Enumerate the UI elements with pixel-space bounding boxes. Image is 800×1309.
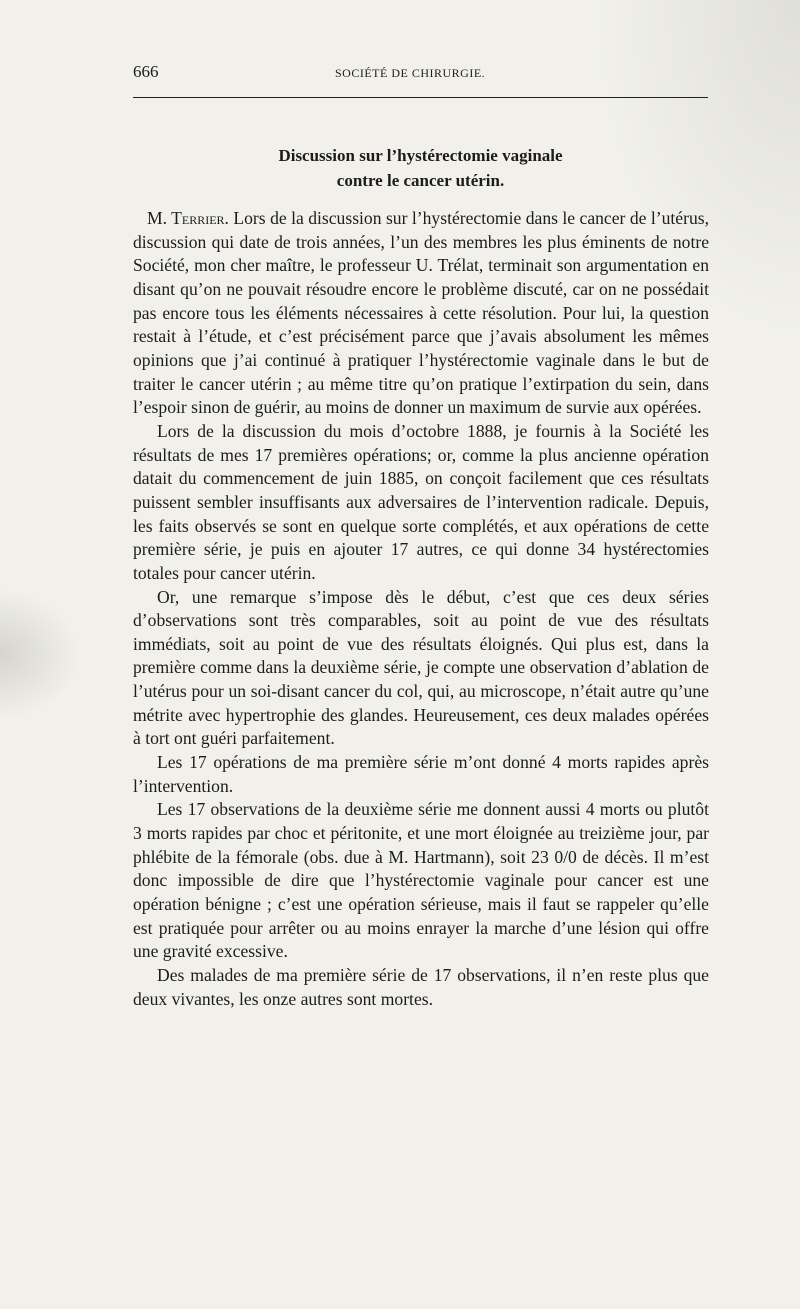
page-number: 666 [133,62,159,81]
paragraph-1-text: Lors de la discussion sur l’hystérectomie dans le cancer de l’utérus, discussion qui date de trois années, l’un des membres les plus éminents de notre Société, mon cher maître, le professeur U. Trélat, terminait son argumentation en disant qu’on ne pouvait résoudre encore le problème discuté, car on ne possédait pas encore tous les éléments nécessaires à cette résolution. Pour lui, la question restait à l’étude, et c’est précisément parce que j’avais absolument les mêmes opinions que j’ai continué à pratiquer l’hystérectomie vaginale dans le but de traiter le cancer utérin ; au même titre qu’on pratique l’extirpation du sein, dans l’espoir sinon de guérir, au moins de donner un maximum de survie aux opérées. [133,208,710,418]
section-title-line-1: Discussion sur l’hystérectomie vaginale [278,146,563,165]
section-title [133,143,708,193]
section-title-line-2: contre le cancer utérin. [336,171,505,190]
paragraph-4: Les 17 opérations de ma première série m’ont donné 4 morts rapides après l’intervention. [133,752,709,796]
speaker-name: M. Terrier. [147,208,229,228]
paragraph-1 [133,207,709,420]
body-text [133,207,709,1011]
paragraph-3: Or, une remarque s’impose dès le début, c’est que ces deux séries d’observations sont très comparables, soit au point de vue des résultats immédiats, soit au point de vue des résultats éloignés. Qui plus est, dans la première comme dans la deuxième série, je compte une observation d’ablation de l’utérus pour un soi-disant cancer du col, qui, au microscope, n’était autre qu’une métrite avec hypertrophie des glandes. Heureusement, ces deux malades opérées à tort ont guéri parfaitement. [133,586,709,749]
paragraph-6: Des malades de ma première série de 17 observations, il n’en reste plus que deux vivantes, les onze autres sont mortes. [133,965,709,1009]
paragraph-5: Les 17 observations de la deuxième série me donnent aussi 4 morts ou plutôt 3 morts rapides par choc et péritonite, et une mort éloignée au treizième jour, par phlébite de la fémorale (obs. due à M. Hartmann), soit 23 0/0 de décès. Il m’est donc impossible de dire que l’hystérectomie vaginale pour cancer est une opération bénigne ; c’est une opération sérieuse, mais il faut se rappeler qu’elle est pratiquée pour arrêter ou au moins enrayer la marche d’une lésion qui offre une gravité excessive. [133,799,709,962]
running-title: SOCIÉTÉ DE CHIRURGIE. [335,66,486,80]
header-rule [133,97,708,98]
paragraph-2: Lors de la discussion du mois d’octobre 1888, je fournis à la Société les résultats de mes 17 premières opérations; or, comme la plus ancienne opération datait du commencement de juin 1885, on conçoit facilement que ces résultats puissent sembler insuffisants aux adversaires de l’intervention radicale. Depuis, les faits observés se sont en quelque sorte complétés, et aux opérations de cette première série, je puis en ajouter 17 autres, ce qui donne 34 hystérectomies totales pour cancer utérin. [133,420,709,583]
running-head [133,62,708,88]
